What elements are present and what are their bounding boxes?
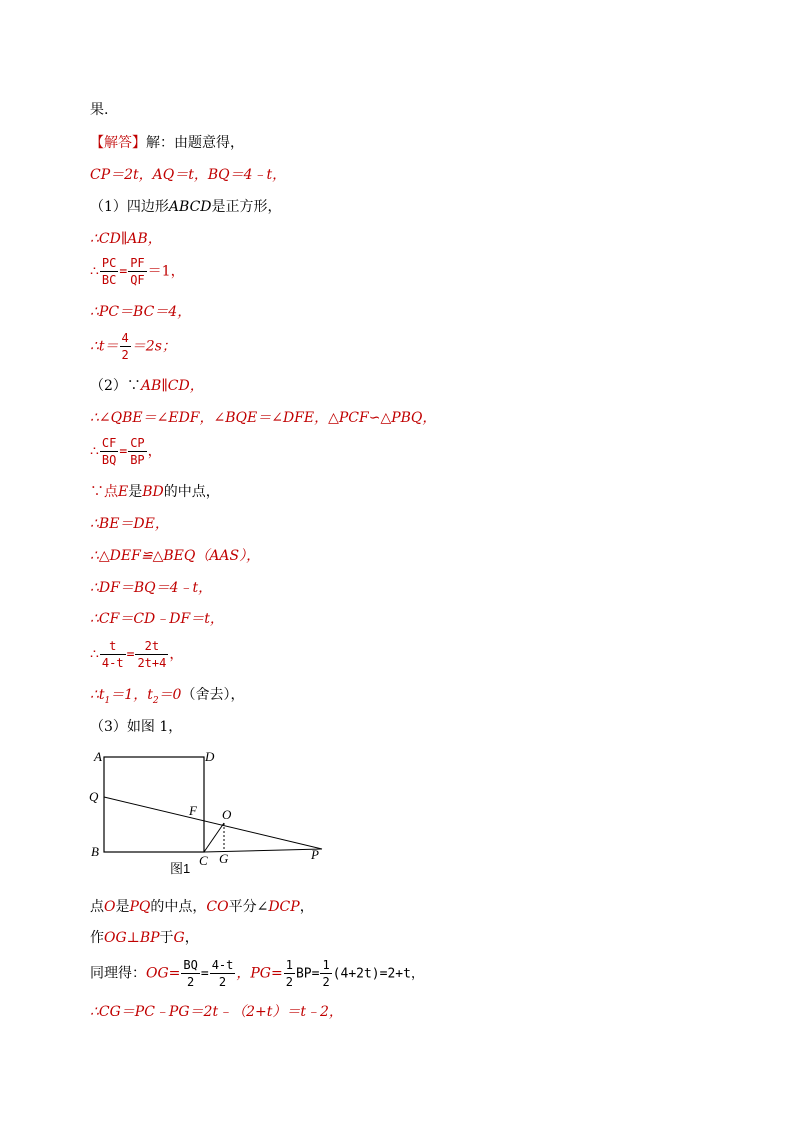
fraction — [100, 255, 118, 288]
line-continuation: 果. — [90, 102, 109, 118]
fraction — [128, 435, 146, 468]
line-cg: ∴CG＝PC﹣PG＝2t﹣（2+t）＝t﹣2， — [90, 1004, 343, 1020]
denominator: 2 — [322, 975, 330, 989]
label-p: P — [311, 847, 319, 862]
equals: = — [119, 444, 128, 460]
mid-prefix: ∵点 — [90, 484, 118, 500]
label-f: F — [189, 803, 197, 818]
ratio3-prefix: ∴ — [90, 646, 99, 663]
og-og: OG⊥BP — [104, 930, 160, 946]
line-midpoint — [90, 482, 220, 502]
fraction — [100, 638, 126, 671]
sim-og: OG= — [146, 965, 181, 982]
roots-prefix: ∴t — [90, 687, 105, 703]
fraction — [120, 330, 131, 363]
segment-co — [204, 823, 224, 852]
line-pc-bc: ∴PC＝BC＝4， — [90, 304, 192, 320]
numerator: BQ — [183, 958, 198, 972]
roots-mid1: ＝1，t — [110, 687, 153, 703]
og-b: 于 — [159, 930, 174, 946]
line-roots — [90, 685, 244, 711]
line-o-midpoint — [90, 897, 314, 917]
fraction — [128, 255, 146, 288]
denominator: 2 — [121, 348, 129, 362]
numerator: CP — [130, 436, 145, 450]
numerator: 4 — [121, 331, 129, 345]
numerator: 1 — [285, 958, 293, 972]
denominator: BQ — [101, 453, 117, 467]
o-dcp: DCP — [268, 899, 300, 915]
equals: = — [200, 966, 209, 982]
line-cf: ∴CF＝CD﹣DF＝t， — [90, 611, 224, 627]
numerator: PF — [130, 256, 145, 270]
mid-suffix: 的中点， — [163, 484, 220, 500]
geometry-figure — [84, 745, 334, 880]
mid-bd: BD — [142, 484, 164, 500]
fraction — [135, 638, 168, 671]
t-suffix: ＝2s； — [131, 338, 176, 355]
line-congruent: ∴△DEF≌△BEQ（AAS）， — [90, 548, 261, 564]
part1-suffix: 是正方形， — [211, 199, 282, 215]
label-g: G — [219, 851, 229, 866]
line-df: ∴DF＝BQ＝4﹣t， — [90, 580, 213, 596]
figure-caption: 图1 — [170, 861, 191, 876]
denominator: 2 — [187, 975, 195, 989]
label-b: B — [91, 844, 99, 859]
line-ratio1 — [90, 255, 185, 288]
sim-a: 同理得： — [90, 965, 146, 982]
segment-qp — [104, 797, 322, 849]
line-part2 — [90, 376, 204, 396]
denominator: 2 — [218, 975, 227, 989]
sim-tail: (4+2t)=2+t， — [332, 966, 424, 982]
line-angles: ∴∠QBE＝∠EDF，∠BQE＝∠DFE，△PCF∽△PBQ， — [90, 410, 437, 426]
ratio1-prefix: ∴ — [90, 263, 99, 280]
numerator: PC — [101, 256, 117, 270]
o-o: O — [104, 899, 116, 915]
ratio1-suffix: ＝1， — [147, 263, 185, 280]
o-d: 平分∠ — [228, 899, 269, 915]
sim-bp: BP= — [295, 966, 320, 982]
label-c: C — [199, 853, 208, 868]
o-b: 是 — [115, 899, 130, 915]
og-g: G — [173, 930, 185, 946]
line-similarly — [90, 957, 424, 990]
fraction — [320, 957, 331, 990]
fraction — [210, 957, 236, 990]
answer-tag: 【解答】 — [90, 135, 146, 151]
o-pq: PQ — [129, 899, 151, 915]
line-og-perp — [90, 928, 199, 948]
ratio3-suffix: ， — [169, 646, 184, 663]
subscript: 1 — [104, 695, 111, 706]
og-c: ， — [184, 930, 199, 946]
fraction — [100, 435, 118, 468]
numerator: 2t — [135, 638, 168, 655]
denominator: QF — [130, 273, 145, 287]
o-c: 的中点， — [150, 899, 207, 915]
numerator: 1 — [322, 958, 330, 972]
roots-mid2: ＝0 — [158, 687, 182, 703]
line-t-value — [90, 330, 176, 363]
denominator: BP — [130, 453, 145, 467]
line-part1 — [90, 197, 282, 217]
denominator: 2t+4 — [137, 656, 167, 670]
label-d: D — [205, 749, 215, 764]
mid-is: 是 — [128, 484, 143, 500]
part1-prefix: （1）四边形 — [90, 199, 169, 215]
o-co: CO — [206, 899, 229, 915]
equals: = — [119, 264, 128, 280]
line-part3: （3）如图 1， — [90, 719, 183, 735]
denominator: BC — [101, 273, 117, 287]
numerator: t — [100, 638, 126, 655]
line-ratio3 — [90, 638, 183, 671]
line-given: CP＝2t，AQ＝t，BQ＝4﹣t， — [90, 167, 287, 183]
numerator: CF — [101, 436, 117, 450]
part2-prefix: （2）∵ — [90, 378, 141, 394]
part1-name: ABCD — [168, 199, 212, 215]
denominator: 2 — [285, 975, 293, 989]
line-ratio2 — [90, 435, 162, 468]
line-parallel: ∴CD∥AB， — [90, 231, 162, 247]
ratio2-prefix: ∴ — [90, 443, 99, 460]
equals: = — [126, 647, 135, 663]
o-e: ， — [299, 899, 314, 915]
ratio2-suffix: ， — [147, 443, 162, 460]
t-prefix: ∴t＝ — [90, 338, 119, 355]
denominator: 4-t — [101, 656, 124, 670]
og-a: 作 — [90, 930, 104, 946]
mid-e: E — [118, 484, 129, 500]
line-be-de: ∴BE＝DE， — [90, 516, 169, 532]
numerator: 4-t — [211, 958, 234, 972]
roots-suffix: （舍去）， — [181, 687, 245, 703]
o-a: 点 — [90, 899, 104, 915]
answer-intro: 解：由题意得， — [146, 135, 244, 151]
fraction — [181, 957, 199, 990]
label-a: A — [94, 749, 102, 764]
label-o: O — [222, 807, 232, 822]
fraction — [284, 957, 295, 990]
line-answer-header — [90, 133, 244, 153]
subscript: 2 — [152, 695, 159, 706]
part2-text: AB∥CD， — [140, 378, 204, 394]
label-q: Q — [89, 789, 99, 804]
sim-pg: ，PG= — [236, 965, 283, 982]
